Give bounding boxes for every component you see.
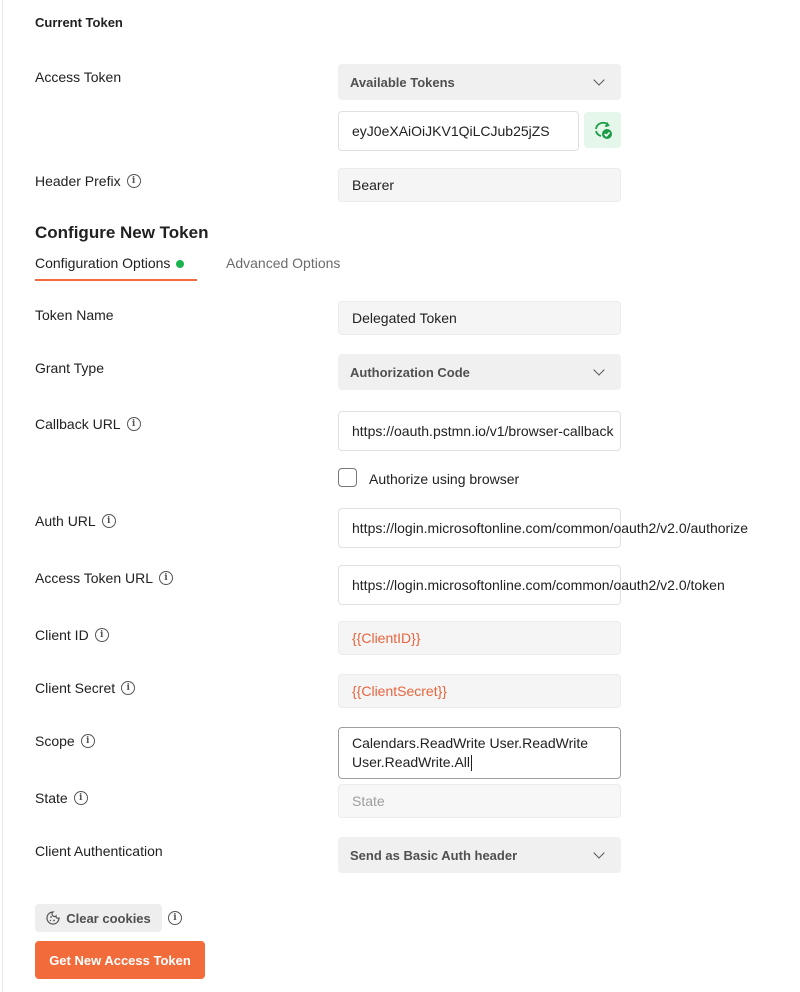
tab-advanced-options[interactable]: Advanced Options <box>226 255 341 271</box>
grant-type-dropdown[interactable]: Authorization Code <box>338 354 621 390</box>
client-authentication-label: Client Authentication <box>35 843 163 859</box>
chevron-down-icon <box>593 847 604 858</box>
token-sync-button[interactable] <box>584 112 621 148</box>
cookie-icon <box>46 911 60 925</box>
state-input[interactable]: State <box>338 784 621 818</box>
info-icon[interactable]: i <box>168 911 182 925</box>
token-name-label: Token Name <box>35 307 114 323</box>
header-prefix-input[interactable]: Bearer <box>338 168 621 202</box>
callback-url-label: Callback URL i <box>35 416 141 432</box>
access-token-value-field[interactable]: eyJ0eXAiOiJKV1QiLCJub25jZS <box>338 111 579 151</box>
chevron-down-icon <box>593 74 604 85</box>
chevron-down-icon <box>593 364 604 375</box>
info-icon[interactable]: i <box>81 734 95 748</box>
info-icon[interactable]: i <box>121 681 135 695</box>
info-icon[interactable]: i <box>159 571 173 585</box>
tab-configuration-options[interactable]: Configuration Options <box>35 255 184 271</box>
configure-new-token-heading: Configure New Token <box>35 223 209 242</box>
client-secret-input[interactable]: {{ClientSecret}} <box>338 674 621 708</box>
access-token-label: Access Token <box>35 69 122 85</box>
text-caret <box>471 755 472 771</box>
callback-url-input[interactable]: https://oauth.pstmn.io/v1/browser-callback <box>338 411 621 451</box>
access-token-url-label: Access Token URL i <box>35 570 173 586</box>
panel-left-border <box>2 0 3 992</box>
header-prefix-label: Header Prefix i <box>35 173 141 189</box>
token-name-input[interactable]: Delegated Token <box>338 301 621 335</box>
scope-label: Scope i <box>35 733 95 749</box>
auth-url-label: Auth URL i <box>35 513 116 529</box>
info-icon[interactable]: i <box>95 628 109 642</box>
current-token-heading: Current Token <box>35 15 123 30</box>
client-authentication-dropdown[interactable]: Send as Basic Auth header <box>338 837 621 873</box>
sync-check-icon <box>592 119 614 141</box>
info-icon[interactable]: i <box>127 417 141 431</box>
client-secret-label: Client Secret i <box>35 680 135 696</box>
scope-textarea[interactable]: Calendars.ReadWrite User.ReadWrite User.ReadWrite.All <box>338 727 621 779</box>
state-label: State i <box>35 790 88 806</box>
authorize-browser-checkbox[interactable] <box>338 468 357 487</box>
clear-cookies-button[interactable]: Clear cookies <box>35 904 162 932</box>
grant-type-label: Grant Type <box>35 360 105 376</box>
active-tab-indicator <box>35 279 197 281</box>
info-icon[interactable]: i <box>102 514 116 528</box>
info-icon[interactable]: i <box>74 791 88 805</box>
status-dot <box>176 260 184 268</box>
auth-url-input[interactable]: https://login.microsoftonline.com/common/oauth2/v2.0/authorize <box>338 508 621 548</box>
client-id-input[interactable]: {{ClientID}} <box>338 621 621 655</box>
available-tokens-dropdown[interactable]: Available Tokens <box>338 64 621 100</box>
info-icon[interactable]: i <box>127 174 141 188</box>
access-token-url-input[interactable]: https://login.microsoftonline.com/common/oauth2/v2.0/token <box>338 565 621 605</box>
authorize-browser-label: Authorize using browser <box>369 471 520 487</box>
get-new-access-token-button[interactable]: Get New Access Token <box>35 941 205 979</box>
client-id-label: Client ID i <box>35 627 109 643</box>
